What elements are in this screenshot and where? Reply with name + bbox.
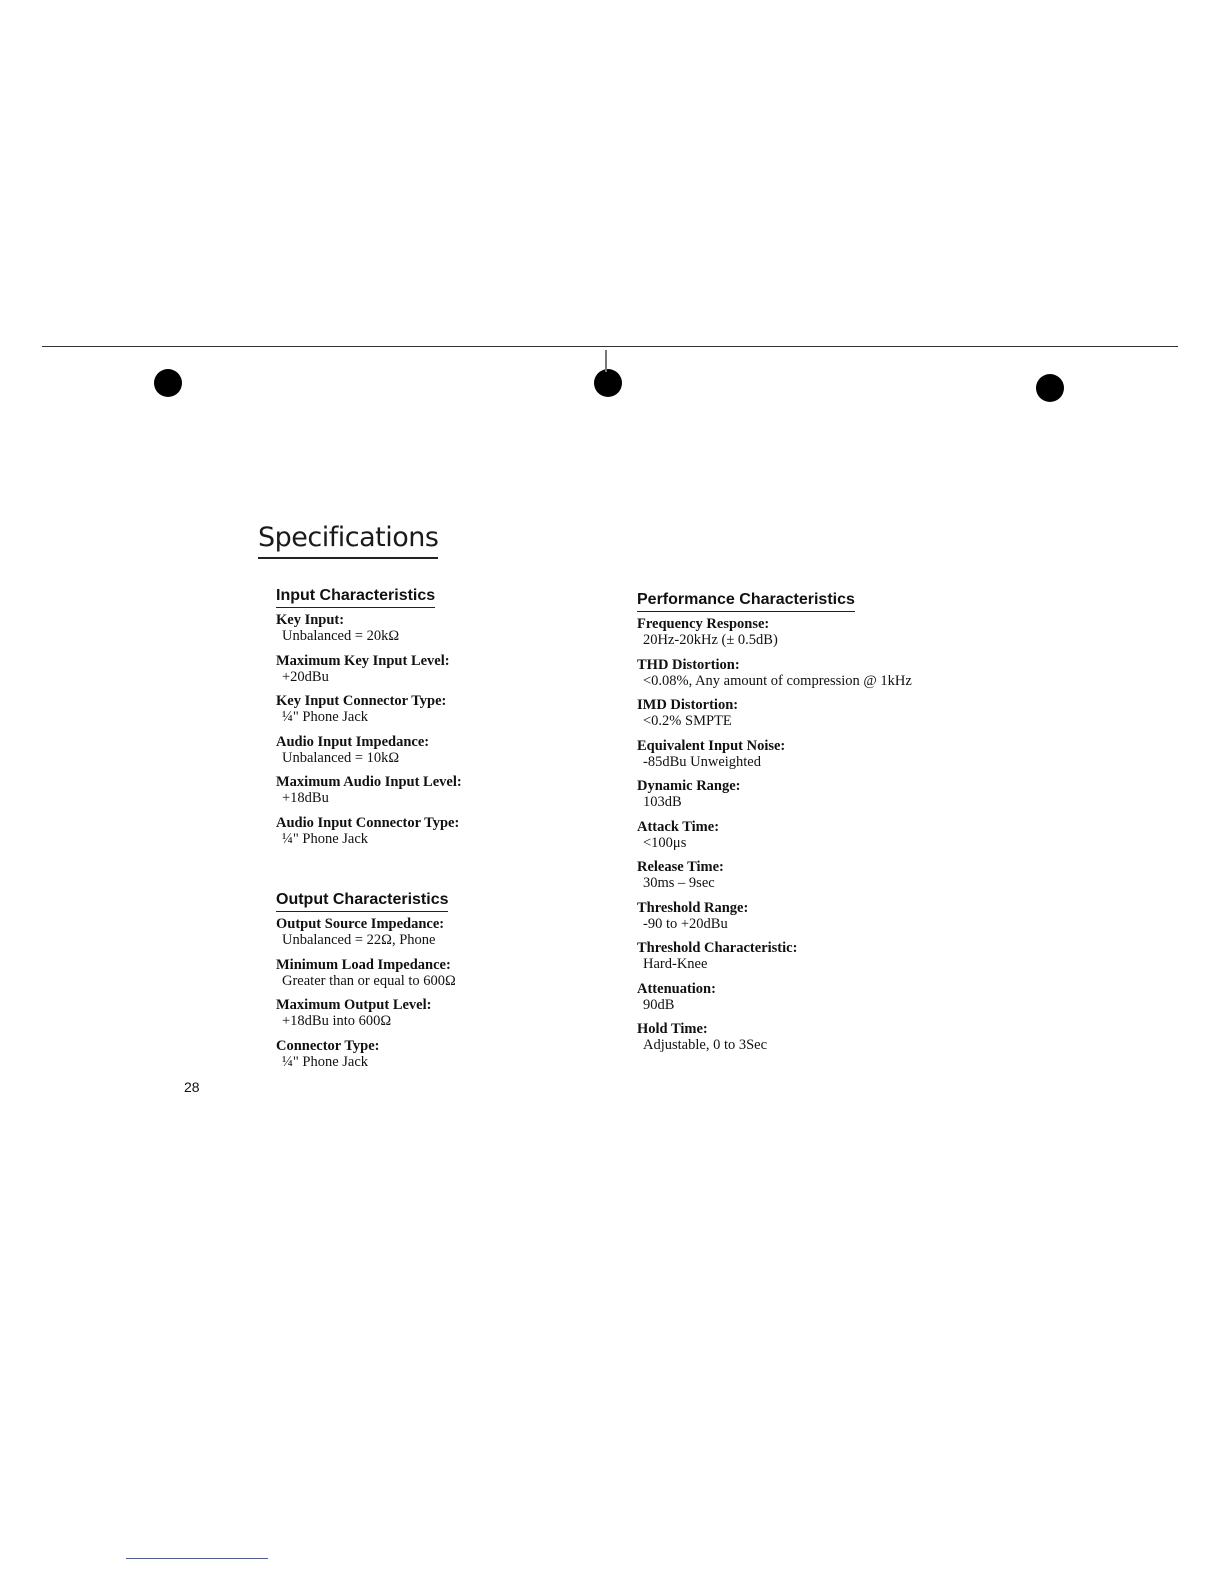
- spec-value: <100μs: [643, 834, 687, 851]
- spec-label: Maximum Audio Input Level:: [276, 774, 462, 790]
- punch-hole-left: [154, 369, 182, 397]
- scan-artifact-mark: [605, 350, 607, 372]
- spec-label: Audio Input Impedance:: [276, 733, 430, 750]
- spec-item: [637, 819, 967, 851]
- spec-label: Minimum Load Impedance:: [276, 956, 451, 973]
- spec-item: [276, 916, 576, 948]
- spec-item: [276, 774, 576, 806]
- spec-value: +20dBu: [282, 668, 329, 685]
- spec-label: Audio Input Connector Type:: [276, 814, 460, 831]
- spec-value: Hard-Knee: [643, 956, 708, 972]
- spec-label: Maximum Key Input Level:: [276, 652, 450, 669]
- spec-item: [637, 859, 967, 891]
- spec-value: 20Hz-20kHz (± 0.5dB): [643, 632, 778, 648]
- spec-label: Frequency Response:: [637, 616, 770, 632]
- spec-value: -85dBu Unweighted: [643, 753, 761, 770]
- bottom-short-rule: [126, 1558, 268, 1559]
- spec-value: <0.2% SMPTE: [643, 713, 732, 729]
- spec-item: [276, 957, 576, 989]
- spec-label: Output Source Impedance:: [276, 916, 445, 932]
- spec-value: ¼" Phone Jack: [282, 709, 369, 725]
- spec-item: [637, 616, 967, 648]
- spec-item: [637, 900, 967, 932]
- top-divider-line: [42, 346, 1178, 347]
- spec-value: 30ms – 9sec: [643, 875, 715, 891]
- spec-item: [276, 734, 576, 766]
- spec-label: Attenuation:: [637, 980, 716, 997]
- spec-item: [637, 940, 967, 972]
- spec-label: Connector Type:: [276, 1037, 380, 1054]
- spec-item: [637, 1021, 967, 1053]
- spec-item: [637, 697, 967, 729]
- spec-value: -90 to +20dBu: [643, 915, 728, 932]
- spec-label: Attack Time:: [637, 818, 720, 835]
- spec-value: Unbalanced = 10kΩ: [282, 749, 400, 766]
- spec-item: [637, 738, 967, 770]
- spec-value: Greater than or equal to 600Ω: [282, 972, 456, 989]
- page-title: Specifications: [258, 522, 438, 559]
- spec-value: 103dB: [643, 794, 682, 810]
- spec-value: <0.08%, Any amount of compression @ 1kHz: [643, 672, 912, 689]
- spec-label: Key Input:: [276, 612, 345, 628]
- input-characteristics-section: [276, 586, 576, 855]
- section-heading: Output Characteristics: [276, 890, 448, 912]
- spec-value: 90dB: [643, 996, 675, 1013]
- spec-label: Hold Time:: [637, 1021, 708, 1037]
- output-characteristics-section: [276, 890, 576, 1078]
- punch-hole-right: [1036, 374, 1064, 402]
- spec-label: Key Input Connector Type:: [276, 693, 447, 709]
- spec-item: [276, 815, 576, 847]
- spec-label: Release Time:: [637, 859, 724, 875]
- spec-item: [276, 997, 576, 1029]
- spec-label: Dynamic Range:: [637, 778, 741, 794]
- page-number: 28: [184, 1079, 200, 1095]
- spec-item: [276, 653, 576, 685]
- section-heading: Input Characteristics: [276, 586, 435, 608]
- spec-value: ¼" Phone Jack: [282, 830, 369, 847]
- spec-value: +18dBu into 600Ω: [282, 1013, 392, 1029]
- spec-item: [276, 1038, 576, 1070]
- spec-label: THD Distortion:: [637, 656, 740, 673]
- spec-label: Threshold Range:: [637, 899, 749, 916]
- spec-item: [637, 778, 967, 810]
- spec-item: [637, 657, 967, 689]
- spec-label: Threshold Characteristic:: [637, 940, 798, 956]
- spec-value: ¼" Phone Jack: [282, 1053, 369, 1070]
- spec-value: +18dBu: [282, 790, 329, 806]
- spec-label: IMD Distortion:: [637, 697, 739, 713]
- spec-value: Unbalanced = 20kΩ: [282, 628, 400, 644]
- punch-hole-center: [594, 369, 622, 397]
- performance-characteristics-section: [637, 590, 967, 1062]
- spec-value: Adjustable, 0 to 3Sec: [643, 1037, 768, 1053]
- section-heading: Performance Characteristics: [637, 590, 855, 612]
- spec-label: Maximum Output Level:: [276, 997, 432, 1013]
- spec-item: [276, 693, 576, 725]
- spec-label: Equivalent Input Noise:: [637, 737, 786, 754]
- spec-item: [276, 612, 576, 644]
- spec-item: [637, 981, 967, 1013]
- spec-value: Unbalanced = 22Ω, Phone: [282, 932, 436, 948]
